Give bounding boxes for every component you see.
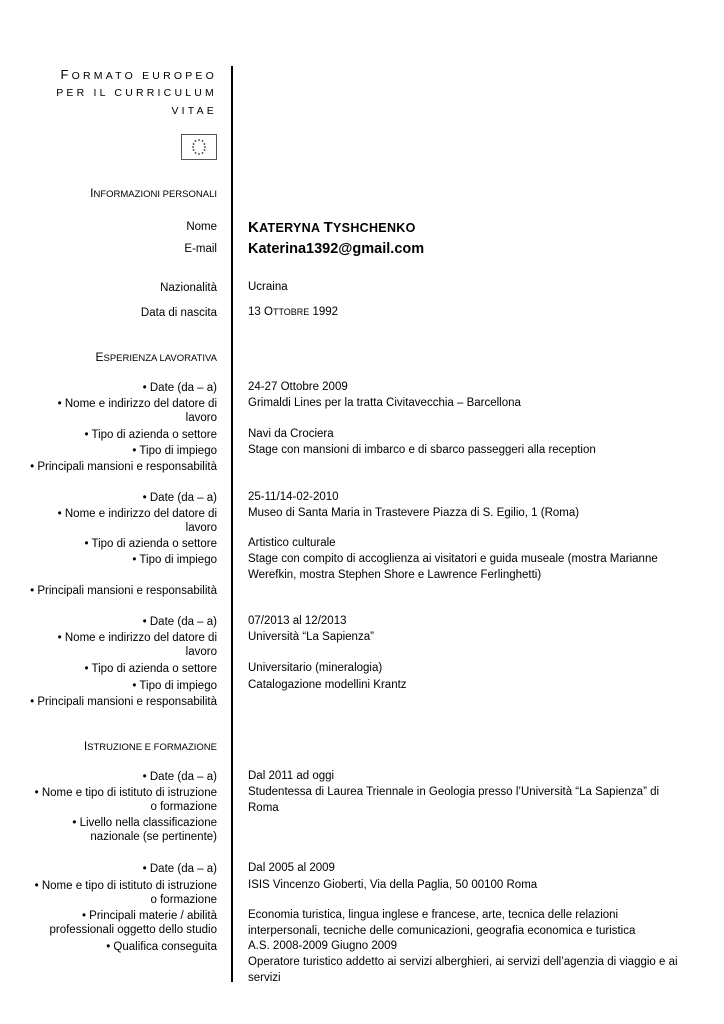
edu-qualification-title: Operatore turistico addetto ai servizi alberghieri, ai servizi dell’agenzia di viaggio e ai servizi: [248, 956, 678, 984]
edu-institute: Studentessa di Laurea Triennale in Geologia presso l’Università “La Sapienza” di Roma: [248, 786, 660, 814]
exp-dates-label: • Date (da – a): [142, 616, 217, 628]
person-name: KATERYNA TYSHCHENKO: [248, 219, 416, 236]
email-value: Katerina1392@gmail.com: [248, 241, 425, 257]
exp-jobtype-label: • Tipo di impiego: [132, 554, 217, 566]
exp-duties-label: • Principali mansioni e responsabilità: [30, 696, 217, 708]
edu-subjects-label: • Principali materie / abilità professionali oggetto dello studio: [49, 910, 217, 936]
email-label: E-mail: [184, 243, 217, 255]
divider-line: [231, 66, 233, 982]
eu-flag-icon: [181, 134, 217, 160]
exp-sector-label: • Tipo di azienda o settore: [84, 538, 217, 550]
exp-jobtype: Catalogazione modellini Krantz: [248, 679, 407, 691]
name-label: Nome: [186, 221, 217, 233]
nationality-label: Nazionalità: [160, 282, 217, 294]
exp-employer: Museo di Santa Maria in Trastevere Piazza di S. Egilio, 1 (Roma): [248, 507, 580, 519]
cv-title-line2: PER IL CURRICULUM: [56, 87, 217, 99]
exp-duties-label: • Principali mansioni e responsabilità: [30, 461, 217, 473]
exp-dates: 24-27 Ottobre 2009: [248, 381, 348, 393]
birth-value: 13 OTTOBRE 1992: [248, 306, 339, 318]
exp-employer-label: • Nome e indirizzo del datore di lavoro: [57, 632, 217, 658]
edu-institute: ISIS Vincenzo Gioberti, Via della Paglia, 50 00100 Roma: [248, 879, 538, 891]
exp-dates-label: • Date (da – a): [142, 492, 217, 504]
edu-qualification-label: • Qualifica conseguita: [106, 941, 217, 953]
cv-title-line1: FORMATO EUROPEO: [60, 67, 217, 82]
birth-label: Data di nascita: [140, 307, 217, 319]
exp-dates: 25-11/14-02-2010: [248, 491, 339, 503]
exp-jobtype-label: • Tipo di impiego: [132, 680, 217, 692]
exp-sector: Navi da Crociera: [248, 428, 334, 440]
exp-employer-label: • Nome e indirizzo del datore di lavoro: [57, 508, 217, 534]
cv-title-line3: VITAE: [171, 105, 217, 117]
exp-sector: Artistico culturale: [248, 537, 336, 549]
edu-qualification-year: A.S. 2008-2009 Giugno 2009: [248, 940, 397, 952]
section-work-experience: ESPERIENZA LAVORATIVA: [95, 350, 217, 364]
exp-duties-label: • Principali mansioni e responsabilità: [30, 585, 217, 597]
edu-dates-label: • Date (da – a): [142, 863, 217, 875]
edu-dates: Dal 2011 ad oggi: [248, 770, 335, 782]
edu-institute-label: • Nome e tipo di istituto di istruzione o formazione: [34, 880, 217, 906]
exp-jobtype: Stage con mansioni di imbarco e di sbarco passeggeri alla reception: [248, 444, 596, 456]
section-personal-info: INFORMAZIONI PERSONALI: [90, 186, 217, 200]
edu-institute-label: • Nome e tipo di istituto di istruzione o formazione: [34, 787, 217, 813]
exp-sector-label: • Tipo di azienda o settore: [84, 429, 217, 441]
edu-dates-label: • Date (da – a): [142, 771, 217, 783]
exp-employer: Grimaldi Lines per la tratta Civitavecchia – Barcellona: [248, 397, 521, 409]
exp-dates: 07/2013 al 12/2013: [248, 615, 347, 627]
section-education: ISTRUZIONE E FORMAZIONE: [83, 739, 217, 753]
exp-sector-label: • Tipo di azienda o settore: [84, 663, 217, 675]
edu-subjects: Economia turistica, lingua inglese e francese, arte, tecnica delle relazioni interpersonali, tecniche delle comunicazioni, geografia economica e turistica: [248, 909, 636, 937]
nationality-value: Ucraina: [248, 281, 288, 293]
exp-employer-label: • Nome e indirizzo del datore di lavoro: [57, 398, 217, 424]
exp-jobtype: Stage con compito di accoglienza ai visitatori e guida museale (mostra Marianne Werefkin, mostra Stephen Shore e Lawrence Ferlinghetti): [248, 553, 658, 581]
edu-dates: Dal 2005 al 2009: [248, 862, 335, 874]
exp-jobtype-label: • Tipo di impiego: [132, 445, 217, 457]
exp-employer: Università “La Sapienza”: [248, 631, 374, 643]
exp-sector: Universitario (mineralogia): [248, 662, 383, 674]
exp-dates-label: • Date (da – a): [142, 382, 217, 394]
edu-level-label: • Livello nella classificazione nazionale (se pertinente): [72, 817, 217, 843]
